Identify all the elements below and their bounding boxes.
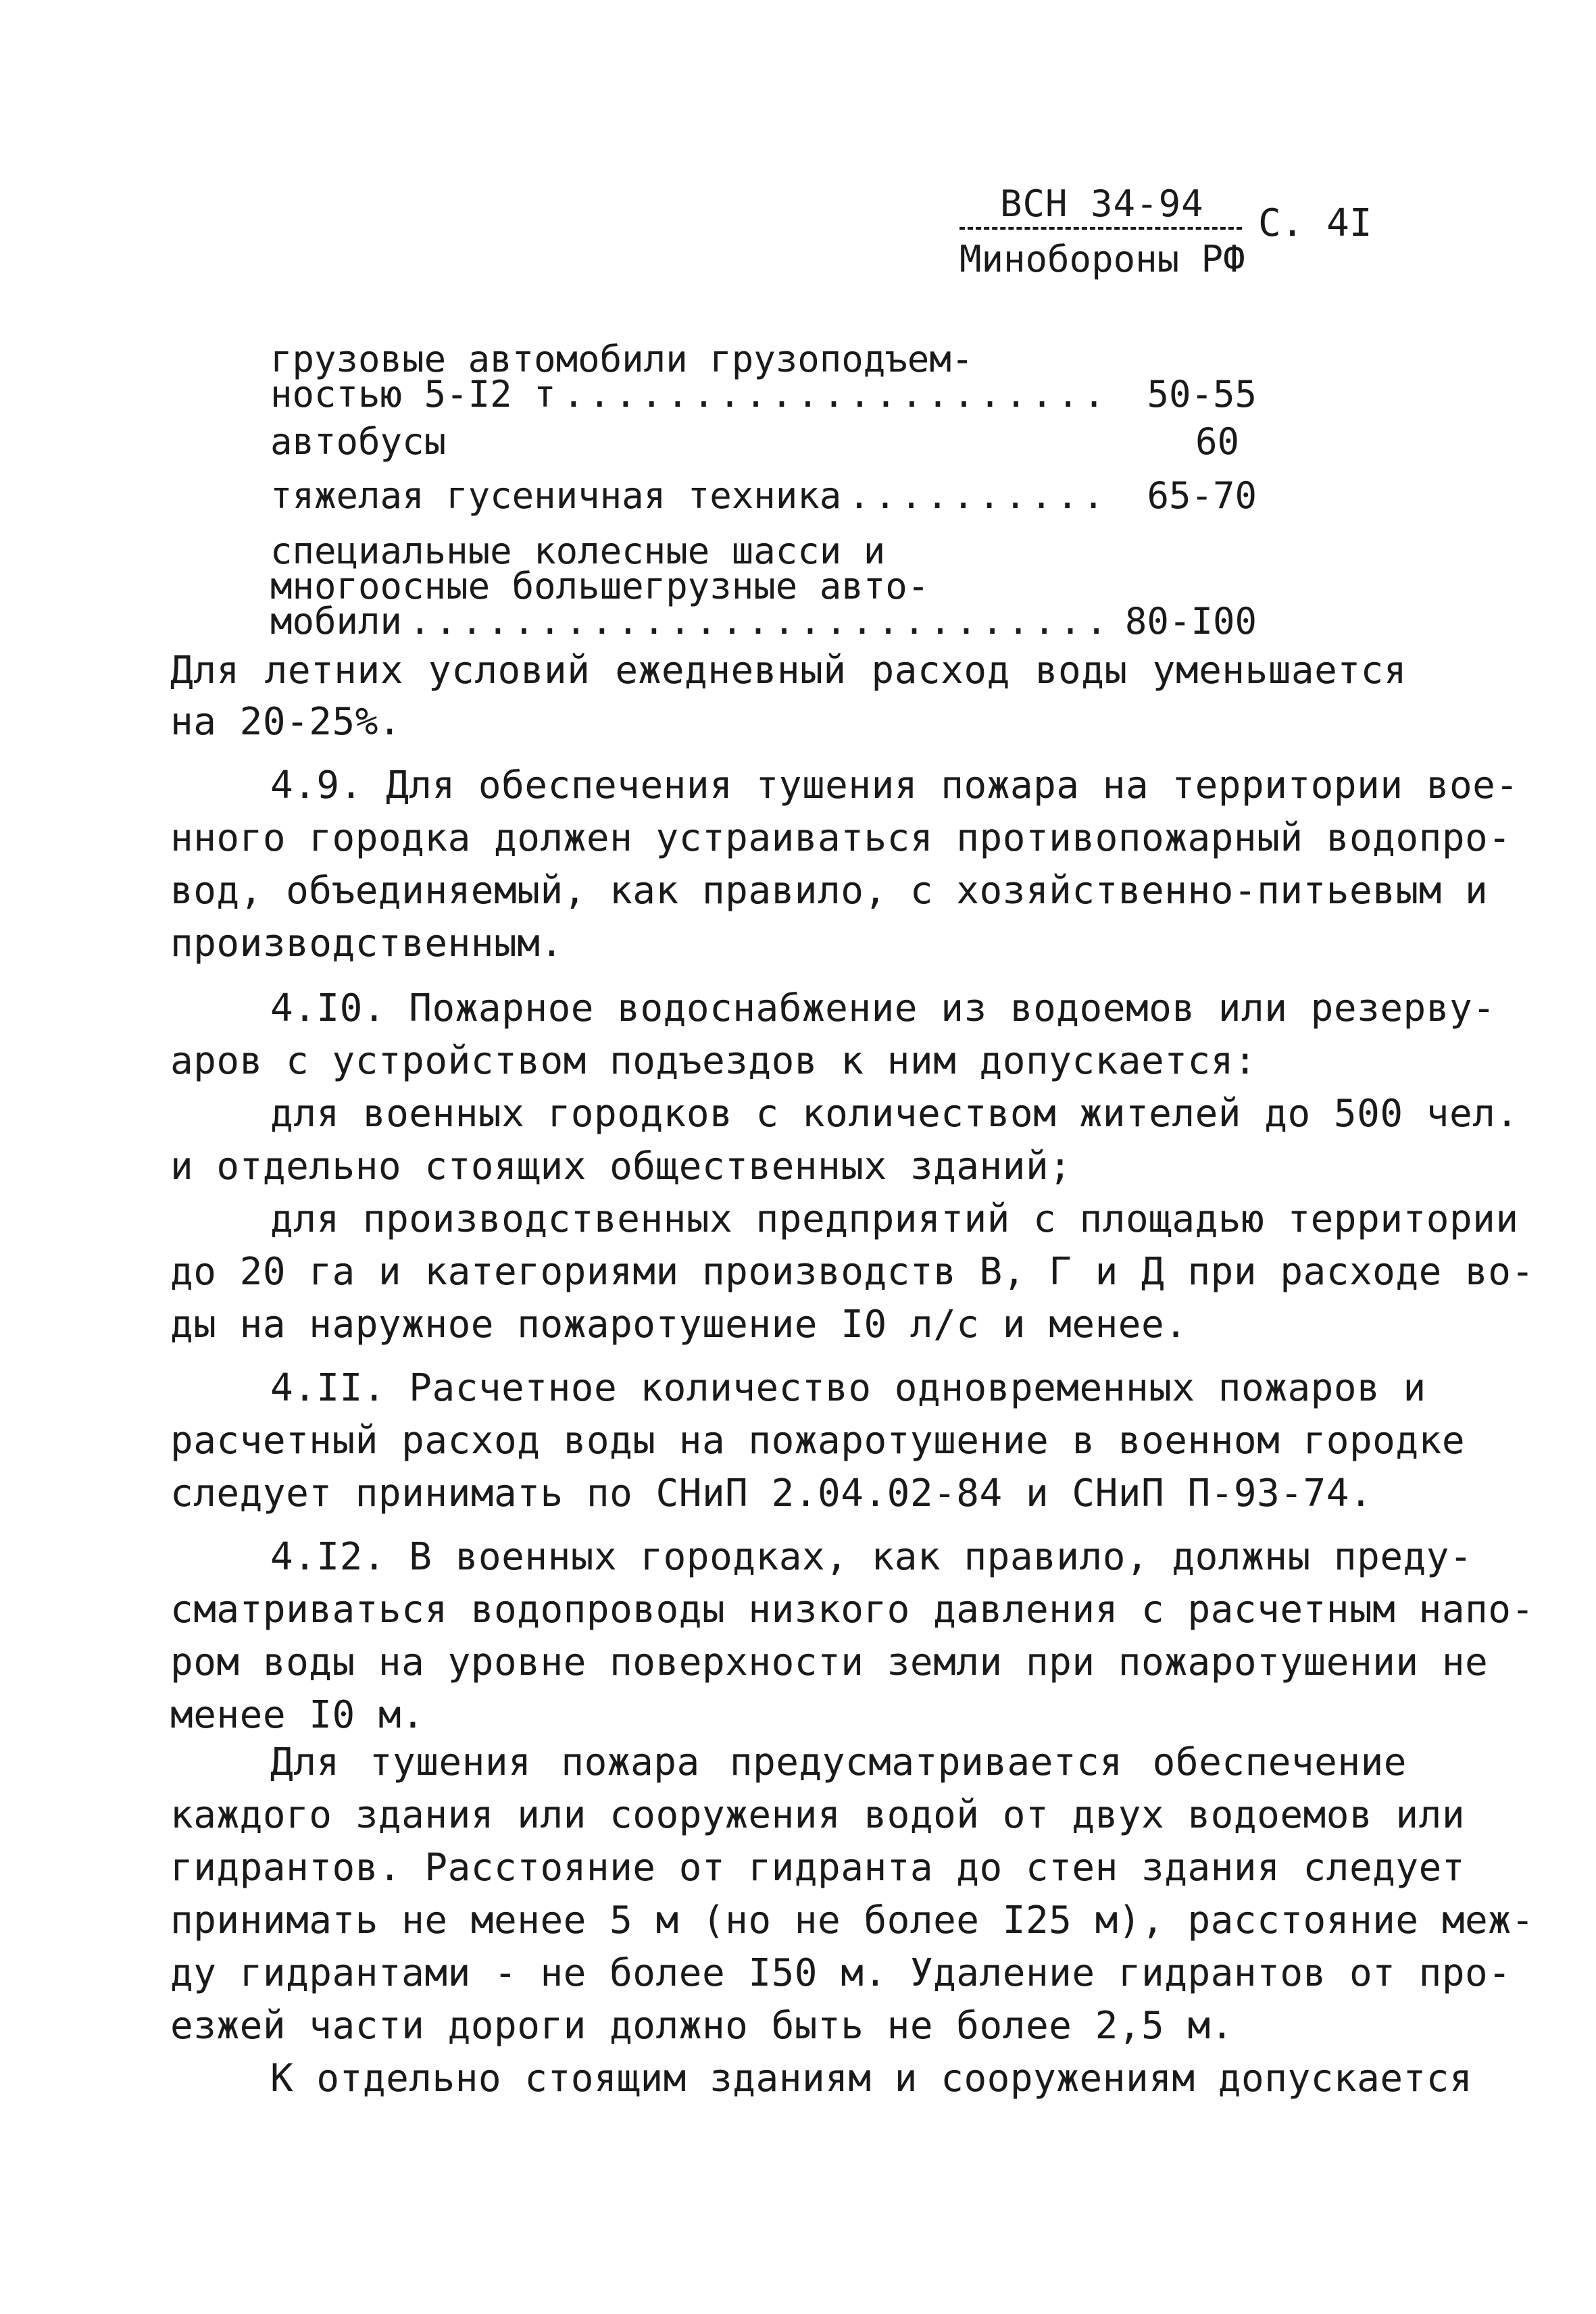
paragraph-4-12-line: 4.I2. В военных городках, как правило, должны преду- — [270, 1535, 1473, 1579]
paragraph-4-9-line: 4.9. Для обеспечения тушения пожара на территории вое- — [270, 763, 1519, 807]
paragraph-4-10-line: для производственных предприятий с площадью территории — [270, 1197, 1519, 1241]
paragraph-hydrants-line: гидрантов. Расстояние от гидранта до стен здания следует — [170, 1846, 1466, 1890]
document-org: Минобороны РФ — [959, 238, 1245, 280]
table-row — [270, 530, 1257, 643]
paragraph-4-9-line: вод, объединяемый, как правило, с хозяйственно-питьевым и — [170, 869, 1489, 913]
paragraph-4-12-line: сматриваться водопроводы низкого давления с расчетным напо- — [170, 1588, 1535, 1632]
paragraph-4-10-line: ды на наружное пожаротушение I0 л/с и менее. — [170, 1303, 1188, 1347]
text-line: К отдельно стоящим зданиям и сооружениям допускается — [270, 2057, 1473, 2101]
table-row-name: мобили — [270, 600, 403, 643]
paragraph-4-10-line: аров с устройством подъездов к ним допускается: — [170, 1039, 1257, 1083]
paragraph-4-10-line: для военных городков с количеством жителей до 500 чел. — [270, 1092, 1519, 1136]
paragraph-hydrants-line: принимать не менее 5 м (но не более I25 м), расстояние меж- — [170, 1898, 1535, 1942]
table-row-value: 65-70 — [1147, 474, 1257, 517]
table-row-value: 50-55 — [1147, 373, 1257, 416]
table-row — [270, 338, 1257, 416]
table-row-name: грузовые автомобили грузоподъем- — [270, 338, 974, 380]
paragraph-4-12-line: менее I0 м. — [170, 1693, 425, 1737]
paragraph-4-11-line: 4.II. Расчетное количество одновременных пожаров и — [270, 1366, 1426, 1410]
table-row-value: 80-I00 — [1124, 600, 1257, 643]
document-code: ВСН 34-94 — [1000, 182, 1204, 225]
table-row-name: тяжелая гусеничная техника — [270, 474, 842, 517]
table-row-name: многоосные большегрузные авто- — [270, 565, 930, 607]
page-number: С. 4I — [1258, 201, 1372, 245]
header-rule — [959, 227, 1242, 230]
text-line: на 20-25%. — [170, 700, 402, 744]
paragraph-4-10-line: до 20 га и категориями производств В, Г и Д при расходе во- — [170, 1250, 1535, 1294]
dot-leader — [409, 604, 1108, 639]
paragraph-4-10-line: 4.I0. Пожарное водоснабжение из водоемов или резерву- — [270, 986, 1496, 1030]
paragraph-hydrants-line: Для тушения пожара предусматривается обеспечение — [270, 1740, 1407, 1784]
table-row-name: специальные колесные шасси и — [270, 530, 886, 572]
paragraph-4-10-line: и отдельно стоящих общественных зданий; — [170, 1145, 1072, 1188]
table-row-value: 60 — [1195, 420, 1239, 463]
paragraph-4-12-line: ром воды на уровне поверхности земли при пожаротушении не — [170, 1640, 1489, 1684]
paragraph-4-9-line: нного городка должен устраиваться противопожарный водопро- — [170, 816, 1512, 860]
paragraph-hydrants-line: езжей части дороги должно быть не более 2,5 м. — [170, 2004, 1234, 2048]
paragraph-hydrants-line: каждого здания или сооружения водой от двух водоемов или — [170, 1793, 1466, 1837]
text-line: Для летних условий ежедневный расход воды уменьшается — [170, 649, 1407, 693]
dot-leader — [848, 478, 1108, 513]
table-row — [270, 474, 1257, 517]
table-row-name: ностью 5-I2 т — [270, 373, 556, 416]
paragraph-4-11-line: расчетный расход воды на пожаротушение в военном городке — [170, 1419, 1466, 1463]
paragraph-hydrants-line: ду гидрантами - не более I50 м. Удаление гидрантов от про- — [170, 1951, 1512, 1995]
paragraph-4-11-line: следует принимать по СНиП 2.04.02-84 и СНиП П-93-74. — [170, 1472, 1373, 1515]
paragraph-4-9-line: производственным. — [170, 922, 564, 965]
dot-leader — [563, 377, 1108, 412]
table-row-name: автобусы — [270, 420, 447, 463]
table-row — [270, 420, 1257, 463]
